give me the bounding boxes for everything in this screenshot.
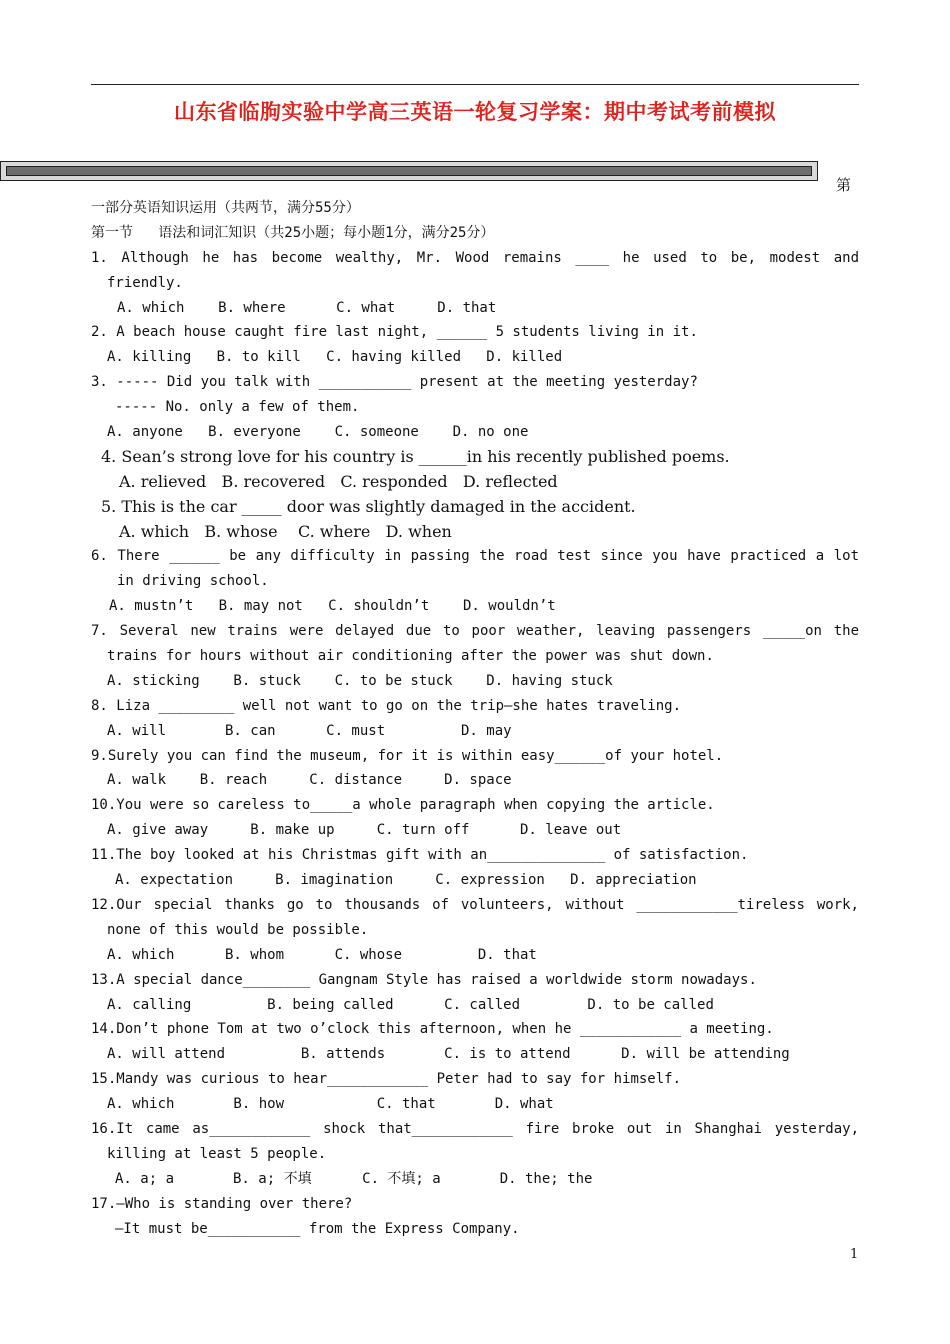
text-line: 4. Sean’s strong love for his country is ______in his recently published poems. xyxy=(101,446,730,466)
text-line: A. expectation B. imagination C. expression D. appreciation xyxy=(115,872,697,889)
text-line: 第一节 语法和词汇知识（共25小题；每小题1分，满分25分） xyxy=(91,224,495,241)
text-line: A. a; a B. a; 不填 C. 不填; a D. the; the xyxy=(115,1170,593,1187)
text-line: 14.Don’t phone Tom at two o’clock this afternoon, when he ____________ a meeting. xyxy=(91,1021,774,1038)
text-line: trains for hours without air conditioning after the power was shut down. xyxy=(107,648,714,665)
text-line: 1. Although he has become wealthy, Mr. Wood remains ____ he used to be, modest and xyxy=(91,249,859,266)
text-line: A. relieved B. recovered C. responded D. reflected xyxy=(119,471,558,491)
text-line: A. will B. can C. must D. may xyxy=(107,722,512,739)
text-line: A. killing B. to kill C. having killed D. killed xyxy=(107,349,563,366)
text-line: 一部分英语知识运用（共两节，满分55分） xyxy=(91,200,360,216)
text-line: none of this would be possible. xyxy=(107,921,369,938)
text-line: 3. ----- Did you talk with ___________ present at the meeting yesterday? xyxy=(91,374,698,391)
text-line: 5. This is the car _____ door was slightly damaged in the accident. xyxy=(101,496,636,516)
text-line: 12.Our special thanks go to thousands of volunteers, without ____________tireless work, xyxy=(91,896,859,913)
text-line: 15.Mandy was curious to hear____________ Peter had to say for himself. xyxy=(91,1071,682,1088)
text-line: A. give away B. make up C. turn off D. leave out xyxy=(107,822,622,839)
question-content xyxy=(91,196,859,1241)
text-line: 9.Surely you can find the museum, for it is within easy______of your hotel. xyxy=(91,747,724,764)
text-line: A. will attend B. attends C. is to attend D. will be attending xyxy=(107,1046,790,1063)
text-line: 16.It came as____________ shock that____________ fire broke out in Shanghai yesterday, xyxy=(91,1120,859,1137)
text-line: 11.The boy looked at his Christmas gift with an______________ of satisfaction. xyxy=(91,847,749,864)
text-line: A. anyone B. everyone C. someone D. no one xyxy=(107,424,529,441)
text-line: A. walk B. reach C. distance D. space xyxy=(107,772,512,789)
page-title: 山东省临朐实验中学高三英语一轮复习学案：期中考试考前模拟 xyxy=(174,99,776,124)
text-line: ----- No. only a few of them. xyxy=(115,399,360,416)
text-line: A. which B. whose C. where D. when xyxy=(119,521,452,541)
text-line: in driving school. xyxy=(117,573,269,590)
text-line: 7. Several new trains were delayed due to poor weather, leaving passengers _____on the xyxy=(91,623,859,640)
text-line: A. which B. how C. that D. what xyxy=(107,1096,554,1113)
text-line: A. which B. whom C. whose D. that xyxy=(107,946,537,963)
decorative-bar xyxy=(0,161,818,181)
corner-character: 第 xyxy=(836,176,852,194)
text-line: friendly. xyxy=(107,274,183,291)
text-line: 2. A beach house caught fire last night, ______ 5 students living in it. xyxy=(91,324,698,341)
text-line: 13.A special dance________ Gangnam Style has raised a worldwide storm nowadays. xyxy=(91,971,757,988)
text-line: 6. There ______ be any difficulty in passing the road test since you have practiced a lot xyxy=(91,548,859,565)
text-line: 10.You were so careless to_____a whole paragraph when copying the article. xyxy=(91,797,715,814)
text-line: killing at least 5 people. xyxy=(107,1145,327,1162)
text-line: —It must be___________ from the Express Company. xyxy=(115,1220,520,1237)
text-line: A. which B. where C. what D. that xyxy=(117,299,497,316)
text-line: 17.—Who is standing over there? xyxy=(91,1195,353,1212)
text-line: 8. Liza _________ well not want to go on the trip—she hates traveling. xyxy=(91,697,682,714)
header-rule xyxy=(91,84,859,85)
text-line: A. calling B. being called C. called D. to be called xyxy=(107,996,714,1013)
text-line: A. sticking B. stuck C. to be stuck D. having stuck xyxy=(107,672,613,689)
page-number: 1 xyxy=(850,1247,859,1262)
text-line: A. mustn’t B. may not C. shouldn’t D. wouldn’t xyxy=(109,598,556,615)
